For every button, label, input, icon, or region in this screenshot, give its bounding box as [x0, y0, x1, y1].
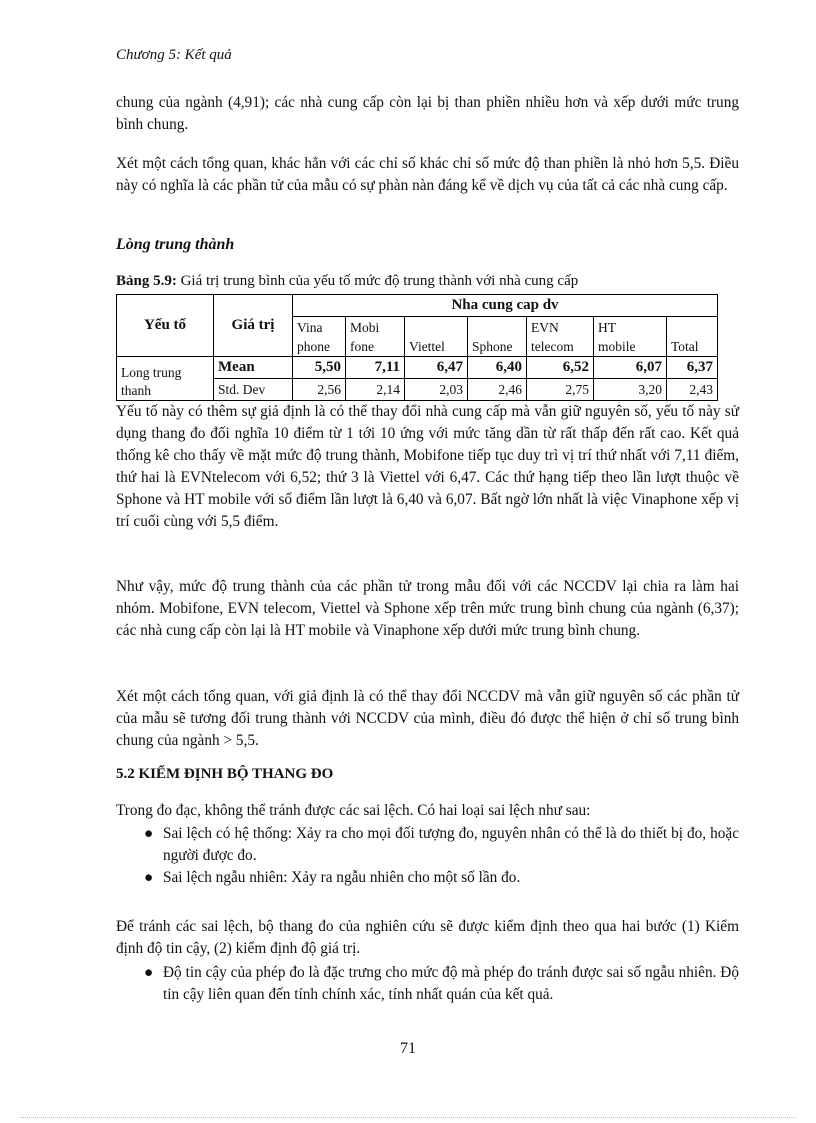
provider-header: Viettel: [405, 317, 468, 357]
paragraph-4: Như vậy, mức độ trung thành của các phần tử trong mẫu đối với các NCCDV lại chia ra làm hai nhóm. Mobifone, EVN telecom, Viettel và Sphone xếp trên mức trung bình chung của ngành (6,37); các nhà cung cấp còn lại là HT mobile và Vinaphone xếp dưới mức trung bình chung.: [116, 578, 739, 639]
list-item: ● Sai lệch ngẫu nhiên: Xảy ra ngẫu nhiên cho một số lần đo.: [116, 867, 739, 889]
row-label-std: Std. Dev: [214, 379, 293, 401]
bullet-icon: ●: [144, 869, 154, 886]
provider-header: EVN telecom: [527, 317, 594, 357]
page-number: 71: [400, 1040, 416, 1057]
factor-cell: Long trung thanh: [117, 357, 214, 401]
mean-cell: 6,07: [594, 357, 667, 379]
paragraph-1: chung của ngành (4,91); các nhà cung cấp còn lại bị than phiền nhiều hơn và xếp dưới mức trung bình chung.: [116, 94, 739, 133]
paragraph-6: Trong đo đạc, không thể tránh được các sai lệch. Có hai loại sai lệch như sau:: [116, 802, 591, 819]
paragraph-3: Yếu tố này có thêm sự giả định là có thể thay đổi nhà cung cấp mà vẫn giữ nguyên số, yếu tố này sử dụng thang đo đối nghĩa 10 điểm từ 1 tới 10 ứng với mức tăng dần từ rất thấp đến rất cao. Kết quả thống kê cho thấy về mặt mức độ trung thành, Mobifone tiếp tục duy trì vị trí thứ nhất với 7,11 điểm, thứ hai là EVNtelecom với 6,52; thứ 3 là Viettel với 6,47. Các thứ hạng tiếp theo lần lượt thuộc về Sphone và HT mobile với số điểm lần lượt là 6,40 và 6,07. Bất ngờ lớn nhất là việc Vinaphone xếp vị trí cuối cùng với 5,5 điểm.: [116, 403, 739, 530]
std-cell: 2,14: [346, 379, 405, 401]
section-heading: 5.2 KIỂM ĐỊNH BỘ THANG ĐO: [116, 766, 334, 782]
table-caption-label: Bảng 5.9:: [116, 273, 177, 289]
bullet-icon: ●: [144, 825, 154, 842]
provider-header: HT mobile: [594, 317, 667, 357]
std-cell: 2,46: [468, 379, 527, 401]
std-cell: 2,75: [527, 379, 594, 401]
row-label-mean: Mean: [214, 357, 293, 379]
bullet-icon: ●: [144, 964, 154, 981]
bullet-list-errors: [116, 823, 739, 889]
provider-header: Mobi fone: [346, 317, 405, 357]
mean-cell: 6,52: [527, 357, 594, 379]
running-header: Chương 5: Kết quả: [116, 47, 232, 63]
list-item: ● Sai lệch có hệ thống: Xảy ra cho mọi đối tượng đo, nguyên nhân có thể là do thiết bị đo, hoặc người được đo.: [144, 825, 739, 864]
table-caption-text: Giá trị trung bình của yếu tố mức độ trung thành với nhà cung cấp: [180, 273, 579, 289]
mean-cell: 6,40: [468, 357, 527, 379]
bullet-list-reliability: [116, 962, 739, 1006]
provider-header: Vina phone: [293, 317, 346, 357]
loyalty-table: [116, 294, 718, 401]
mean-cell: 6,47: [405, 357, 468, 379]
mean-cell: 5,50: [293, 357, 346, 379]
paragraph-7: Để tránh các sai lệch, bộ thang đo của nghiên cứu sẽ được kiểm định theo qua hai bước (1) Kiểm định độ tin cậy, (2) kiểm định độ giá trị.: [116, 918, 739, 957]
page-bottom-rule: [20, 1117, 796, 1118]
col-header-factor: Yếu tố: [117, 295, 214, 357]
table-caption: [116, 273, 578, 290]
std-cell: 2,43: [667, 379, 718, 401]
paragraph-2: Xét một cách tổng quan, khác hẳn với các chỉ số khác chỉ số mức độ than phiền là nhỏ hơn 5,5. Điều này có nghĩa là các phần tử của mẫu có sự phàn nàn đáng kể về dịch vụ của tất cả các nhà cung cấp.: [116, 155, 739, 194]
subheading-loyalty: Lòng trung thành: [116, 236, 235, 253]
col-header-providers: Nha cung cap dv: [293, 295, 718, 317]
std-cell: 3,20: [594, 379, 667, 401]
col-header-value: Giá trị: [214, 295, 293, 357]
std-cell: 2,03: [405, 379, 468, 401]
list-item: ● Độ tin cậy của phép đo là đặc trưng cho mức độ mà phép đo tránh được sai số ngẫu nhiên. Độ tin cậy liên quan đến tính chính xác, tính nhất quán của kết quả.: [144, 964, 739, 1003]
mean-cell: 7,11: [346, 357, 405, 379]
provider-header: Total: [667, 317, 718, 357]
provider-header: Sphone: [468, 317, 527, 357]
std-cell: 2,56: [293, 379, 346, 401]
mean-cell: 6,37: [667, 357, 718, 379]
paragraph-5: Xét một cách tổng quan, với giả định là có thể thay đổi NCCDV mà vẫn giữ nguyên số các phần tử của mẫu sẽ tương đối trung thành với NCCDV của mình, điều đó được thể hiện ở chỉ số trung bình chung của ngành > 5,5.: [116, 688, 739, 749]
